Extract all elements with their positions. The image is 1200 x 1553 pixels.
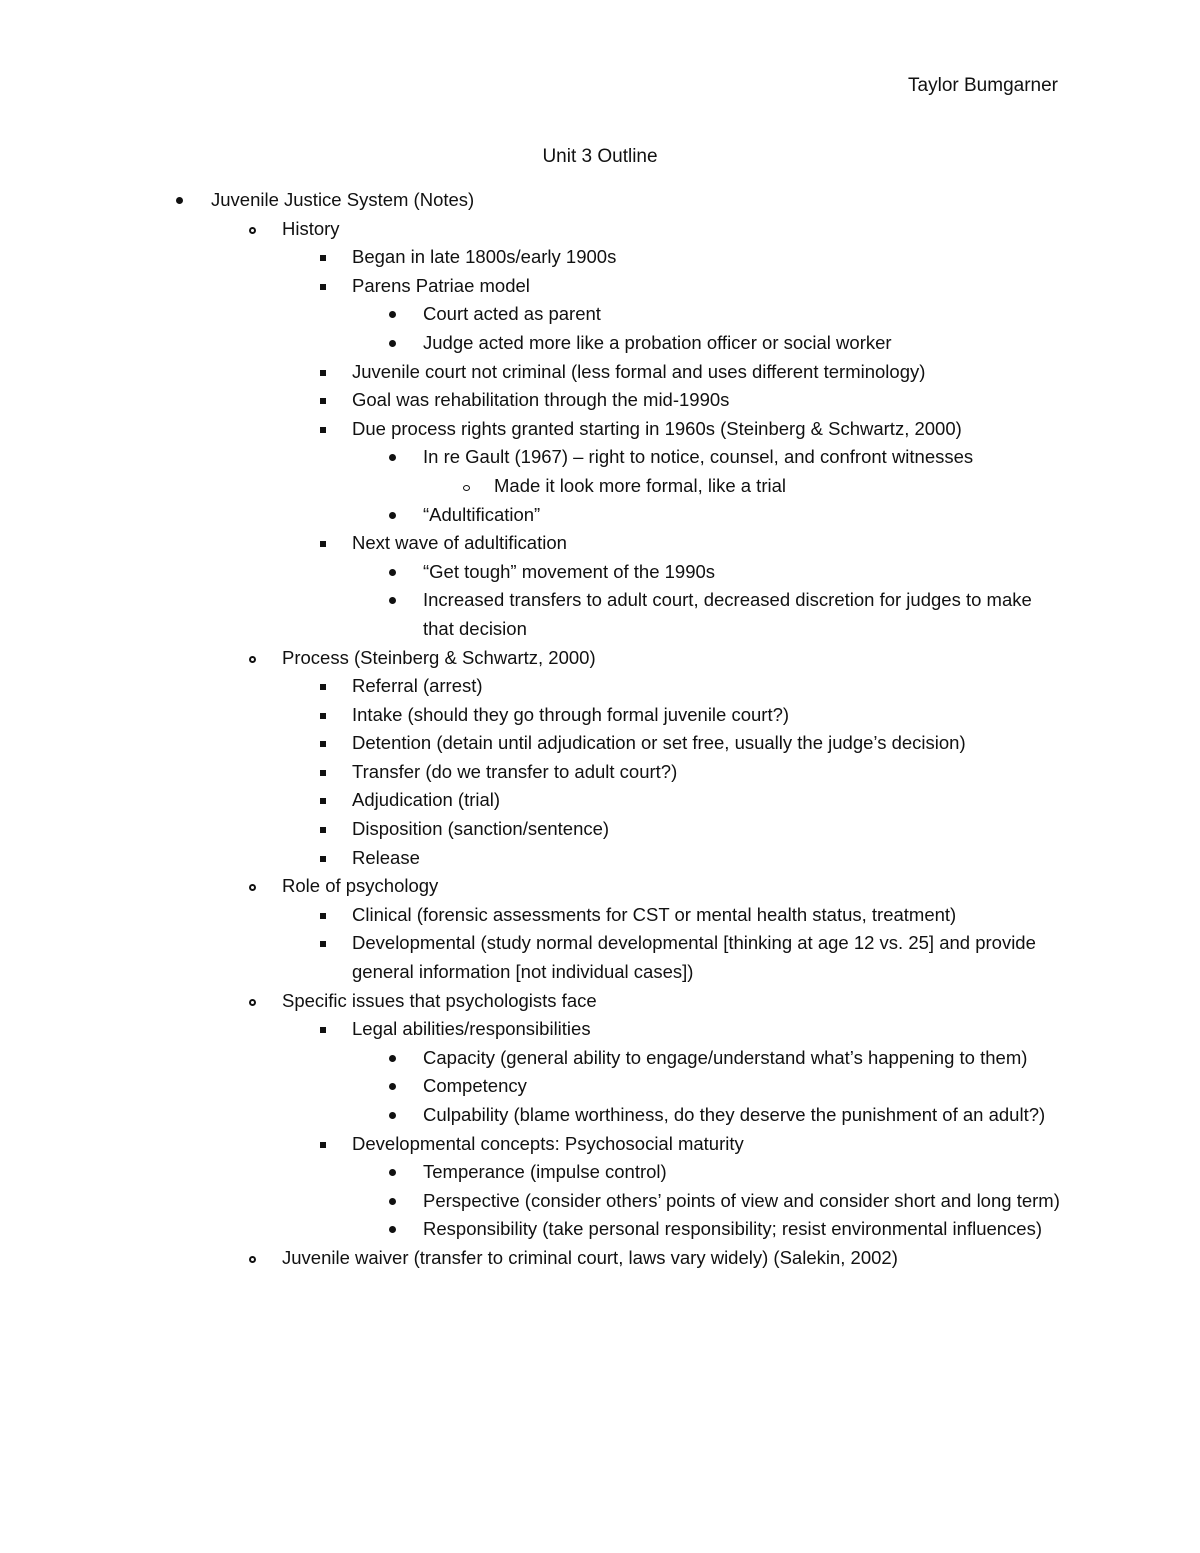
bullet-icon: [389, 311, 396, 318]
outline-item: [0, 901, 1200, 930]
outline: [0, 186, 1200, 1273]
bullet-icon: [389, 340, 396, 347]
outline-item-text: In re Gault (1967) – right to notice, counsel, and confront witnesses: [423, 446, 974, 468]
bullet-icon: [389, 597, 396, 604]
square-bullet-icon: [320, 798, 326, 804]
outline-item-text: Next wave of adultification: [352, 532, 567, 554]
outline-item-text: Process (Steinberg & Schwartz, 2000): [282, 646, 596, 668]
outline-item: [0, 586, 1063, 643]
ring-bullet-icon: [249, 227, 256, 234]
outline-item-text: Perspective (consider others’ points of view and consider short and long term): [423, 1189, 1060, 1211]
square-bullet-icon: [320, 684, 326, 690]
square-bullet-icon: [320, 1142, 326, 1148]
outline-item: [0, 243, 1200, 272]
outline-item: [0, 758, 1200, 787]
outline-item-text: History: [282, 217, 340, 239]
outline-item: [0, 672, 1200, 701]
bullet-icon: [389, 1198, 396, 1205]
author-name: Taylor Bumgarner: [908, 75, 1058, 96]
bullet-icon: [389, 569, 396, 576]
outline-item-text: Parens Patriae model: [352, 274, 530, 296]
outline-item-text: Capacity (general ability to engage/understand what’s happening to them): [423, 1046, 1028, 1068]
outline-item-text: “Adultification”: [423, 503, 541, 525]
outline-item: [0, 300, 1063, 329]
bullet-icon: [389, 454, 396, 461]
square-bullet-icon: [320, 941, 326, 947]
outline-item-text: Specific issues that psychologists face: [282, 989, 597, 1011]
outline-item: [0, 1101, 1063, 1130]
square-bullet-icon: [320, 284, 326, 290]
outline-item: [0, 1215, 1063, 1244]
outline-item-text: Temperance (impulse control): [423, 1161, 667, 1183]
square-bullet-icon: [320, 770, 326, 776]
outline-item: [0, 529, 1200, 558]
outline-item-text: Goal was rehabilitation through the mid-1990s: [352, 389, 730, 411]
outline-item: [0, 558, 1063, 587]
ring-bullet-icon: [249, 999, 256, 1006]
square-bullet-icon: [320, 913, 326, 919]
bullet-icon: [176, 197, 183, 204]
outline-item-text: Role of psychology: [282, 875, 439, 897]
ring-bullet-icon: [249, 656, 256, 663]
outline-item: [0, 872, 1200, 901]
outline-item: [0, 1015, 1200, 1044]
ring-bullet-icon: [463, 485, 470, 491]
outline-item-text: Juvenile court not criminal (less formal and uses different terminology): [352, 360, 926, 382]
outline-item: [0, 729, 1200, 758]
square-bullet-icon: [320, 827, 326, 833]
outline-item: [0, 701, 1200, 730]
outline-item-text: Detention (detain until adjudication or set free, usually the judge’s decision): [352, 732, 966, 754]
outline-item: [0, 987, 1200, 1016]
square-bullet-icon: [320, 1027, 326, 1033]
square-bullet-icon: [320, 741, 326, 747]
square-bullet-icon: [320, 398, 326, 404]
outline-item: [0, 1244, 1200, 1273]
square-bullet-icon: [320, 541, 326, 547]
outline-item: [0, 215, 1200, 244]
outline-item: [0, 186, 1200, 215]
outline-item: [0, 1187, 1063, 1216]
outline-item-text: Made it look more formal, like a trial: [494, 474, 786, 496]
outline-item: [0, 443, 1063, 472]
square-bullet-icon: [320, 856, 326, 862]
square-bullet-icon: [320, 255, 326, 261]
square-bullet-icon: [320, 427, 326, 433]
outline-item-text: Legal abilities/responsibilities: [352, 1018, 591, 1040]
outline-item-text: Clinical (forensic assessments for CST or mental health status, treatment): [352, 903, 957, 925]
outline-item-text: Competency: [423, 1075, 527, 1097]
outline-item-text: Disposition (sanction/sentence): [352, 818, 610, 840]
outline-item-text: Judge acted more like a probation officer or social worker: [423, 331, 892, 353]
outline-item: [0, 501, 1063, 530]
outline-item-text: Juvenile waiver (transfer to criminal court, laws vary widely) (Salekin, 2002): [282, 1246, 898, 1268]
outline-item-text: Adjudication (trial): [352, 789, 501, 811]
outline-item-text: Court acted as parent: [423, 303, 601, 325]
outline-item: [0, 472, 1200, 501]
outline-item-text: Responsibility (take personal responsibility; resist environmental influences): [423, 1218, 1043, 1240]
outline-item: [0, 415, 1200, 444]
outline-item: [0, 786, 1200, 815]
outline-item: [0, 272, 1200, 301]
outline-item-text: Release: [352, 846, 420, 868]
outline-item: [0, 1072, 1063, 1101]
outline-item: [0, 929, 1042, 986]
square-bullet-icon: [320, 370, 326, 376]
bullet-icon: [389, 1083, 396, 1090]
ring-bullet-icon: [249, 1256, 256, 1263]
outline-item-text: Culpability (blame worthiness, do they deserve the punishment of an adult?): [423, 1104, 1046, 1125]
outline-item-text: Developmental (study normal developmental [thinking at age 12 vs. 25] and provide general information [not individual cases]): [352, 932, 1036, 983]
outline-item-text: “Get tough” movement of the 1990s: [423, 560, 716, 582]
outline-item: [0, 358, 1200, 387]
outline-item: [0, 1158, 1063, 1187]
bullet-icon: [389, 1169, 396, 1176]
bullet-icon: [389, 1112, 396, 1119]
outline-item-text: Referral (arrest): [352, 675, 483, 697]
outline-item: [0, 1044, 1063, 1073]
outline-item: [0, 815, 1200, 844]
outline-item-text: Developmental concepts: Psychosocial maturity: [352, 1132, 744, 1154]
square-bullet-icon: [320, 713, 326, 719]
outline-item: [0, 386, 1200, 415]
ring-bullet-icon: [249, 884, 256, 891]
outline-item: [0, 329, 1063, 358]
page-title: Unit 3 Outline: [542, 146, 658, 167]
outline-item-text: Began in late 1800s/early 1900s: [352, 246, 617, 268]
outline-item: [0, 1130, 1200, 1159]
outline-item-text: Due process rights granted starting in 1960s (Steinberg & Schwartz, 2000): [352, 417, 962, 439]
outline-item-text: Transfer (do we transfer to adult court?): [352, 760, 678, 782]
outline-item-text: Increased transfers to adult court, decreased discretion for judges to make that decision: [423, 589, 1032, 639]
outline-item-text: Juvenile Justice System (Notes): [211, 189, 475, 210]
outline-item-text: Intake (should they go through formal juvenile court?): [352, 703, 790, 725]
outline-item: [0, 644, 1200, 673]
bullet-icon: [389, 512, 396, 519]
bullet-icon: [389, 1226, 396, 1233]
outline-item: [0, 844, 1200, 873]
bullet-icon: [389, 1055, 396, 1062]
